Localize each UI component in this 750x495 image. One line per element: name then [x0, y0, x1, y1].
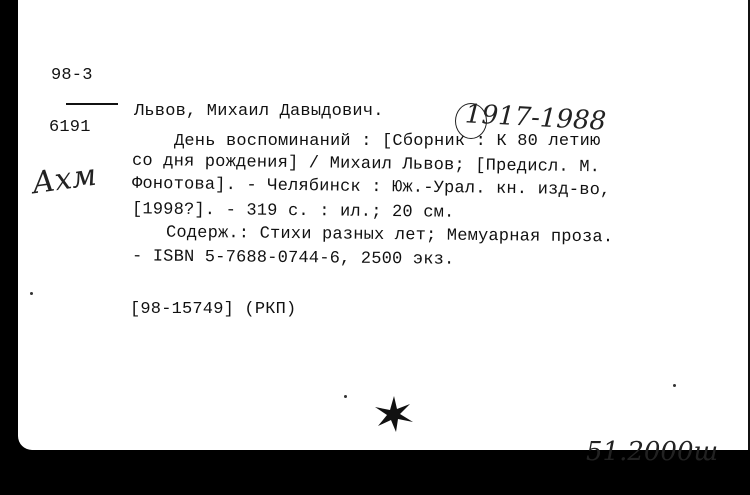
author-heading: Львов, Михаил Давыдович.	[134, 102, 384, 121]
title-line: День воспоминаний : [Сборник : К 80 летию	[174, 132, 601, 151]
handwritten-life-years: 1917-1988	[464, 99, 607, 137]
handwritten-bottom-note: 51.2000ш	[586, 437, 719, 467]
description-line-3: Фонотова]. - Челябинск : Юж.-Урал. кн. изд-во,	[131, 174, 611, 201]
record-number: [98-15749] (РКП)	[130, 300, 297, 319]
call-number-rule	[66, 103, 118, 105]
ink-blot	[372, 392, 416, 436]
speck	[344, 395, 347, 398]
catalog-card	[18, 0, 750, 467]
call-number-bottom: 6191	[49, 118, 91, 137]
isbn-line: - ISBN 5-7688-0744-6, 2500 экз.	[131, 247, 455, 270]
speck	[30, 292, 33, 295]
speck	[673, 384, 676, 387]
contents-line: Содерж.: Стихи разных лет; Мемуарная проза.	[165, 223, 614, 248]
description-line-4: [1998?]. - 319 с. : ил.; 20 см.	[131, 200, 455, 223]
margin-handwritten-note: Ахм	[29, 157, 99, 202]
description-line-2: со дня рождения] / Михаил Львов; [Предисл. М.	[131, 151, 601, 178]
call-number-top: 98-3	[51, 66, 93, 85]
